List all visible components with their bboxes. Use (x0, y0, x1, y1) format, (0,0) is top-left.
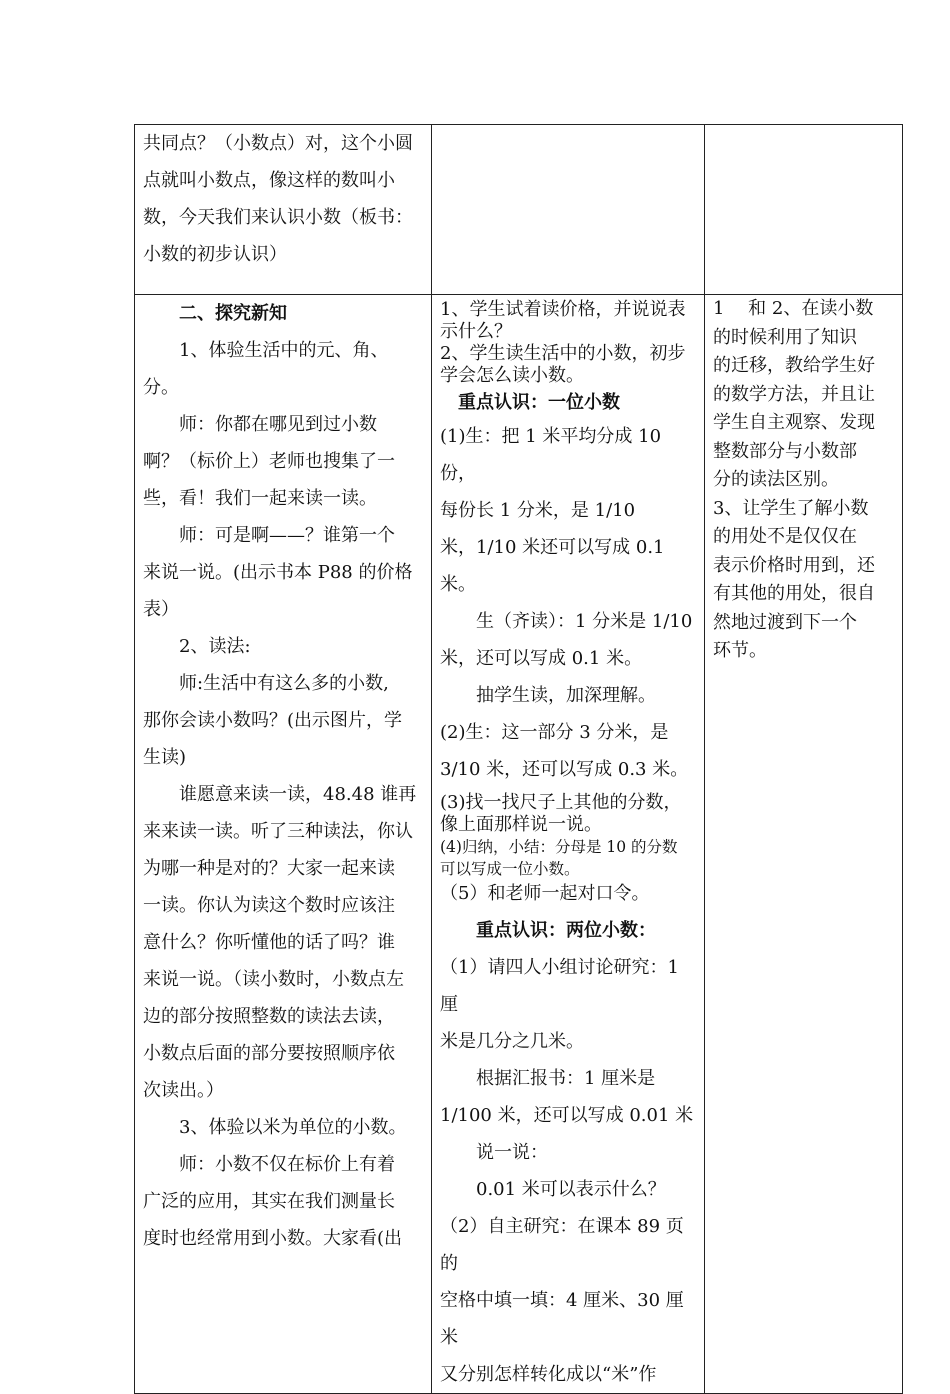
text-line: 生（齐读）：1 分米是 1/10 (476, 611, 693, 632)
text-line: 表） (143, 599, 179, 620)
section-heading: 重点认识：两位小数： (476, 920, 656, 941)
text-line: 师：你都在哪见到过小数 (179, 414, 377, 435)
design-intent-cell (705, 125, 903, 295)
text-line: 师：小数不仅在标价上有着 (179, 1154, 395, 1175)
text-line: 小数的初步认识） (143, 244, 287, 265)
text-line: 学会怎么读小数。 (440, 365, 584, 386)
text-line: 的用处不是仅仅在 (713, 526, 857, 547)
text-line: 米，1/10 米还可以写成 0.1 米。 (440, 537, 671, 595)
text-line: 像上面那样说一说。 (440, 814, 602, 835)
text-line: 边的部分按照整数的读法去读， (143, 1006, 395, 1027)
student-activity-cell (432, 125, 705, 295)
text-line: 2、读法: (179, 636, 251, 657)
text-line: （1）请四人小组讨论研究：1 厘 (440, 957, 685, 1015)
text-line: 共同点？（小数点）对，这个小圆 (143, 133, 413, 154)
text-line: 米，还可以写成 0.1 米。 (440, 648, 643, 669)
text-line: 可以写成一位小数。 (440, 860, 580, 878)
design-intent-cell (705, 295, 903, 1394)
text-line: (3)找一找尺子上其他的分数， (440, 792, 682, 813)
teacher-activity-cell (135, 295, 432, 1394)
text-line: 2、学生读生活中的小数，初步 (440, 343, 686, 364)
text-line: 0.01 米可以表示什么？ (476, 1179, 666, 1200)
text-line: 1 和 2、在读小数 (713, 298, 874, 319)
text-line: 的时候利用了知识 (713, 326, 857, 348)
text-line: 的迁移，教给学生好 (713, 355, 875, 376)
text-line: (1)生：把 1 米平均分成 10 份， (440, 426, 667, 484)
text-line: 每份长 1 分米，是 1/10 (440, 500, 636, 521)
text-line: 整数部分与小数部 (713, 440, 857, 462)
table-row (135, 295, 903, 1394)
text-line: 1、体验生活中的元、角、分。 (143, 340, 389, 398)
text-line: 学生自主观察、发现 (713, 412, 875, 433)
text-line: 然地过渡到下一个 (713, 611, 857, 633)
text-line: 为哪一种是对的？大家一起来读 (143, 858, 395, 879)
section-title: 二、探究新知 (179, 303, 287, 324)
text-line: 又分别怎样转化成以“米”作 (440, 1364, 657, 1385)
text-line: 来说一说。(出示书本 P88 的价格 (143, 562, 413, 583)
text-line: 说一说： (476, 1142, 548, 1163)
teacher-activity-cell (135, 125, 432, 295)
text-line: 来说一说。（读小数时，小数点左 (143, 969, 404, 990)
text-line: 广泛的应用，其实在我们测量长 (143, 1191, 395, 1212)
text-line: 表示价格时用到，还 (713, 554, 875, 576)
text-line: (2)生：这一部分 3 分米，是 (440, 722, 669, 743)
text-line: 3/10 米，还可以写成 0.3 米。 (440, 759, 689, 780)
text-line: （2）自主研究：在课本 89 页的 (440, 1216, 684, 1274)
section-heading: 重点认识：一位小数 (458, 392, 620, 413)
text-line: 次读出。） (143, 1080, 224, 1101)
text-line: 的数学方法，并且让 (713, 383, 875, 405)
text-line: 1、学生试着读价格，并说说表 (440, 299, 686, 320)
student-activity-cell (432, 295, 705, 1394)
text-line: 环节。 (713, 640, 767, 661)
text-line: 意什么？你听懂他的话了吗？谁 (143, 932, 395, 953)
table-row (135, 125, 903, 295)
text-line: 师：可是啊——？谁第一个 (179, 525, 395, 546)
text-line: 小数点后面的部分要按照顺序依 (143, 1043, 395, 1064)
text-line: 3、体验以米为单位的小数。 (179, 1117, 407, 1138)
text-line: 根据汇报书：1 厘米是 (476, 1068, 656, 1089)
text-line: 3、让学生了解小数 (713, 497, 869, 519)
text-line: 抽学生读，加深理解。 (476, 685, 656, 706)
text-line: 一读。你认为读这个数时应该注 (143, 895, 395, 916)
text-line: 生读) (143, 747, 187, 768)
text-line: 点就叫小数点，像这样的数叫小 (143, 170, 395, 191)
text-line: 些，看！我们一起来读一读。 (143, 488, 377, 509)
text-line: （5）和老师一起对口令。 (440, 883, 650, 904)
text-line: 空格中填一填：4 厘米、30 厘米 (440, 1290, 684, 1348)
text-line: 啊？（标价上）老师也搜集了一 (143, 451, 395, 472)
lesson-plan-table (134, 124, 903, 1394)
text-line: 示什么？ (440, 321, 512, 342)
text-line: 师:生活中有这么多的小数, (179, 673, 389, 694)
text-line: 1/100 米，还可以写成 0.01 米 (440, 1105, 694, 1126)
text-line: 那你会读小数吗？(出示图片，学 (143, 710, 403, 731)
text-line: 分的读法区别。 (713, 469, 839, 490)
text-line: 有其他的用处，很自 (713, 583, 875, 604)
text-line: 数，今天我们来认识小数（板书： (143, 207, 413, 228)
text-line: 米是几分之几米。 (440, 1031, 584, 1052)
text-line: 谁愿意来读一读，48.48 谁再 (179, 784, 417, 805)
text-line: 度时也经常用到小数。大家看(出 (143, 1228, 403, 1249)
text-line: (4)归纳，小结：分母是 10 的分数 (440, 838, 678, 856)
text-line: 来来读一读。听了三种读法，你认 (143, 821, 413, 842)
